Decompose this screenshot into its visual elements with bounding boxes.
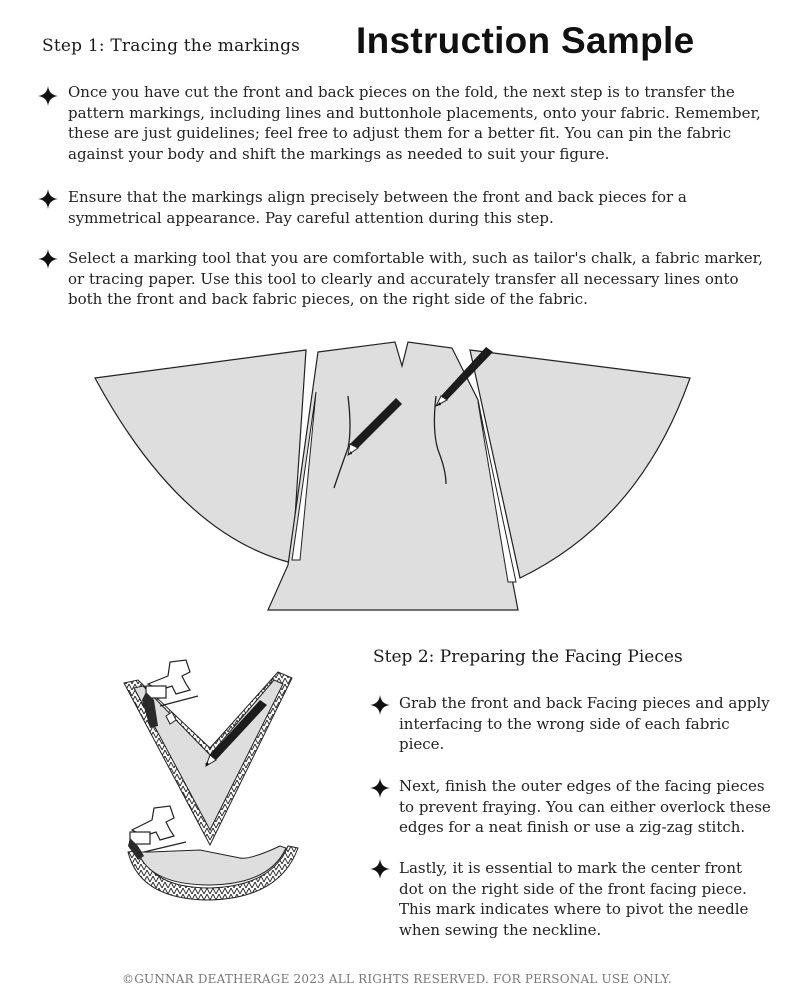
step1-bullet-2: Ensure that the markings align precisely between the front and back pieces for a symmetrical appearance. Pay careful attention during this step.: [68, 188, 687, 227]
bullet-star-icon: [370, 695, 390, 715]
copyright-footer: ©GUNNAR DEATHERAGE 2023 ALL RIGHTS RESERVED. FOR PERSONAL USE ONLY.: [122, 972, 672, 986]
step2-heading: Step 2: Preparing the Facing Pieces: [373, 647, 683, 667]
bullet-star-icon: [38, 86, 58, 106]
bullet-star-icon: [370, 859, 390, 879]
step2-bullet-3: Lastly, it is essential to mark the center front dot on the right side of the front facing piece. This mark indicates where to pivot the needle when sewing the neckline.: [399, 859, 749, 939]
step2-bullet-1: Grab the front and back Facing pieces and apply interfacing to the wrong side of each fabric piece.: [399, 694, 770, 753]
bullet-star-icon: [38, 249, 58, 269]
facing-pieces-illustration: [120, 655, 310, 905]
step1-heading: Step 1: Tracing the markings: [42, 36, 301, 56]
garment-marking-illustration: [90, 340, 700, 615]
bullet-star-icon: [370, 778, 390, 798]
bullet-star-icon: [38, 189, 58, 209]
step1-bullet-1: Once you have cut the front and back pieces on the fold, the next step is to transfer the pattern markings, including lines and buttonhole placements, onto your fabric. Remember, these are just guidelines; feel free to adjust them for a better fit. You can pin the fabric against your body and shift the markings as needed to suit your figure.: [68, 83, 761, 163]
page-title: Instruction Sample: [356, 20, 695, 61]
step1-bullet-3: Select a marking tool that you are comfortable with, such as tailor's chalk, a fabric marker, or tracing paper. Use this tool to clearly and accurately transfer all necessary lines onto both the front and back fabric pieces, on the right side of the fabric.: [68, 249, 763, 308]
sewing-machine-icon: [142, 660, 198, 728]
step2-bullet-2: Next, finish the outer edges of the facing pieces to prevent fraying. You can either overlock these edges for a neat finish or use a zig-zag stitch.: [399, 777, 771, 836]
